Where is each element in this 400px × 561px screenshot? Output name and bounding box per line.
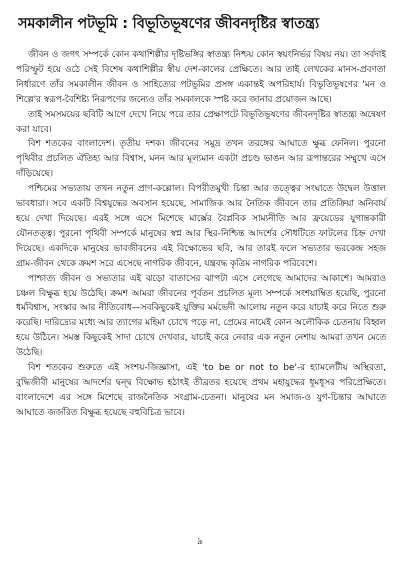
paragraph: তাই সমসময়ের ছবিটি আগে দেখে নিয়ে পরে তার প্রেক্ষাপটে বিভূতিভূষণের জীবনদৃষ্টির স্বাতন্ত্র্য অন্বেষণ করা যাবে। — [16, 109, 386, 135]
page-number: ৯ — [197, 537, 203, 547]
paragraph: পাশ্চাত্য জীবন ও সভ্যতার এই ঝড়ো বাতাসের ঝাপটা এসে লেগেছে আমাদের আকাশে। আমরাও চঞ্চল বিক্ষুব্ধ হয়ে উঠেছি। ক্রমশ আমরা জীবনের পূর্বতন প্রচলিত মূল্য সম্পর্কে সংশয়াম্বিত হয়েছি, পুরনো ধর্মবিশ্বাস, সংস্কার আর নীতিবোধ—সবকিছুকেই যুক্তির মর্মভেদী আলোয় নতুন করে যাচাই করে নিতে শুরু করেছি। দারিদ্র্যের মধ্যে আর ত্যাগের মহিমা চোখে পড়ে না, প্রেমের নামেই কোন অলৌকিক চেতনায় বিহ্বল হয়ে উঠিনে। সমস্ত কিছুকেই সাদা চোখে দেখবার, যাচাই করে নেবার এক নতুন নেশায় আমরা তখন মেতে উঠেছি। — [16, 273, 386, 359]
body-text — [16, 48, 386, 421]
paragraph: বিশ শতকের শুরুতে এই সংশয়-জিজ্ঞাসা, এই 'to be or not to be'-র হ্যামলেটীয় অস্থিরতা, বুদ্ধিজীবী মানুষের আদর্শের দ্বন্দ্ব বিক্ষোভ হঠাৎই তীব্রতর হয়েছে প্রথম মহাযুদ্ধের ধূমধূসর পরিপ্রেক্ষিতে। বাংলাদেশে এর সঙ্গে মিশেছে রাজনৈতিক সংগ্রাম-চেতনা। মানুষের মন সমাজ-ও যুগ-চিন্তার আঘাতে আঘাতে জর্জরিত বিক্ষুব্ধ হয়েছে বহুবিচিত্র ভাবে। — [16, 363, 386, 418]
paragraph: পশ্চিমের সভ্যতায় তখন নতুন প্রাণ-কল্লোল। বিপরীতমুখী চিন্তা আর তত্ত্বের সংঘাতে উদ্বেল উত্তাল ভাবধারা। সবে একটি বিশ্বযুদ্ধের অবসান হয়েছে, সামাজিক আর নৈতিক জীবনে তার প্রতিক্রিয়া অনিবার্য হয়ে দেখা দিয়েছে। এরই সঙ্গে এসে মিশেছে মার্ক্সের বৈপ্লবিক সাম্যনীতি আর ফ্রয়েডের যুগান্তকারী যৌনতত্ত্ব। পুরনো পৃথিবী সম্পর্কে মানুষের স্বপ্ন আর স্থির-নিশ্চিন্ত আদর্শের সৌধটিতে ফাটলের চিহ্ন দেখা দিয়েছে। একদিকে মানুষের ভাবজীবনের এই বিক্ষোভের ছবি, আর তারই ফলে সভ্যতার ভরকেন্দ্র সহজ গ্রাম-জীবন থেকে ক্রমশ সরে এসেছে নাগরিক জীবনে, যন্ত্রবদ্ধ কৃত্রিম নাগরিক পরিবেশে। — [16, 184, 386, 269]
paragraph: জীবন ও জগৎ সম্পর্কে কোন কথাশিল্পীর দৃষ্টিভঙ্গির স্বাতন্ত্র্য নিশ্চয় কোন স্বয়ংনির্ভর বিষয় নয়। তা সর্বদাই পরিস্ফুট হয়ে ওঠে সেই বিশেষ কথাশিল্পীর স্বীয় দেশ-কালের প্রেক্ষিতে। আর তাই লেখকের মানস-প্রবণতা নির্ধারণে তাঁর সমকালীন জীবন ও সাহিত্যের পটভূমির প্রসঙ্গ একান্তই অপরিহার্য। বিভূতিভূষণের 'মন ও শিল্পে'র স্বরূপ-বৈশিষ্ট্য নিরূপণের জন্যেও তাঁর সমকালকে স্পষ্ট করে জানার প্রয়োজন আছে। — [16, 50, 386, 105]
chapter-heading: সমকালীন পটভূমি : বিভূতিভূষণের জীবনদৃষ্টির স্বাতন্ত্র্য — [18, 16, 320, 32]
paragraph: বিশ শতকের বাংলাদেশ। তৃতীয় দশক। জীবনের সমুদ্র তখন তরঙ্গের আঘাতে ক্ষুব্ধ ফেনিল। পুরনো পৃথিবীর প্রচলিত ঐতিহ্য আর বিশ্বাস, মনন আর মূল্যমান একটা প্রচণ্ড ভাঙন আর রূপান্তরের সম্মুখে এসে দাঁড়িয়েছে। — [16, 139, 386, 180]
